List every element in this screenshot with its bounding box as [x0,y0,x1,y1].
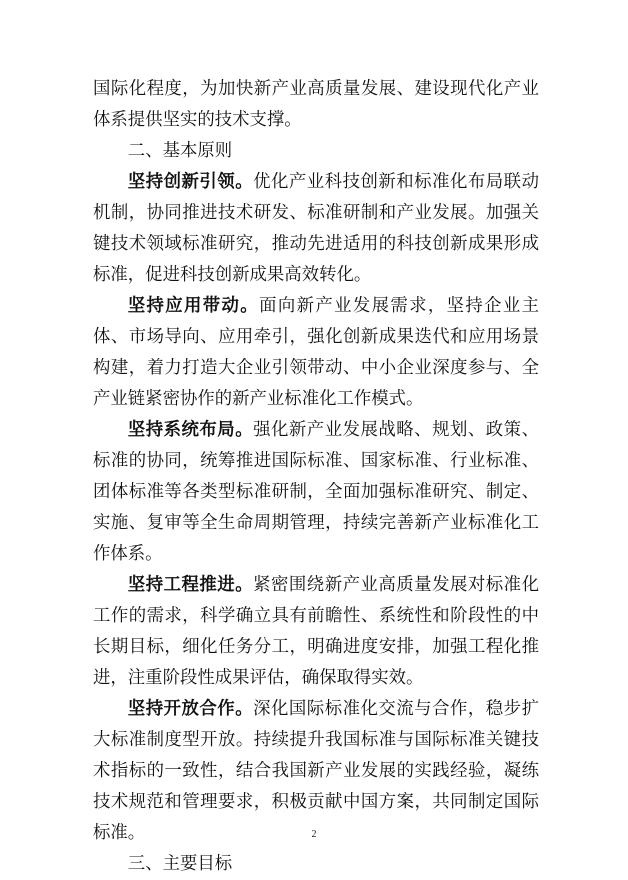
principle-lead-application: 坚持应用带动。 [127,296,260,316]
section-heading-basic-principles: 二、基本原则 [127,141,233,161]
paragraph-principle-openness [93,694,539,849]
principle-text-openness: 深化国际标准化交流与合作，稳步扩大标准制度型开放。持续提升我国标准与国际标准关键技术指标的一致性，结合我国新产业发展的实践经验，凝练技术规范和管理要求，积极贡献中国方案，共同制定国际标准。 [93,699,539,843]
principle-text-innovation: 优化产业科技创新和标准化布局联动机制，协同推进技术研发、标准研制和产业发展。加强关键技术领域标准研究，推动先进适用的科技创新成果形成标准，促进科技创新成果高效转化。 [93,172,539,285]
principle-lead-system: 坚持系统布局。 [127,420,254,440]
principle-text-engineering: 紧密围绕新产业高质量发展对标准化工作的需求，科学确立具有前瞻性、系统性和阶段性的中长期目标，细化任务分工，明确进度安排，加强工程化推进，注重阶段性成果评估，确保取得实效。 [93,575,539,688]
paragraph-principle-engineering [93,570,539,694]
paragraph-principle-system [93,415,539,570]
principle-text-system: 强化新产业发展战略、规划、政策、标准的协同，统筹推进国际标准、国家标准、行业标准、团体标准等各类型标准研制，全面加强标准研究、制定、实施、复审等全生命周期管理，持续完善新产业标准化工作体系。 [93,420,539,564]
principle-lead-innovation: 坚持创新引领。 [127,172,254,192]
section-heading-main-goals: 三、主要目标 [127,854,233,874]
page-number: 2 [311,829,317,840]
document-body [93,74,539,880]
principle-lead-engineering: 坚持工程推进。 [127,575,254,595]
paragraph-principle-innovation [93,167,539,291]
principle-text-application: 面向新产业发展需求，坚持企业主体、市场导向、应用牵引，强化创新成果迭代和应用场景构建，着力打造大企业引领带动、中小企业深度参与、全产业链紧密协作的新产业标准化工作模式。 [93,296,539,409]
principle-lead-openness: 坚持开放合作。 [127,699,254,719]
paragraph-principle-application [93,291,539,415]
paragraph-intro-continuation: 国际化程度，为加快新产业高质量发展、建设现代化产业体系提供坚实的技术支撑。 [93,79,539,130]
